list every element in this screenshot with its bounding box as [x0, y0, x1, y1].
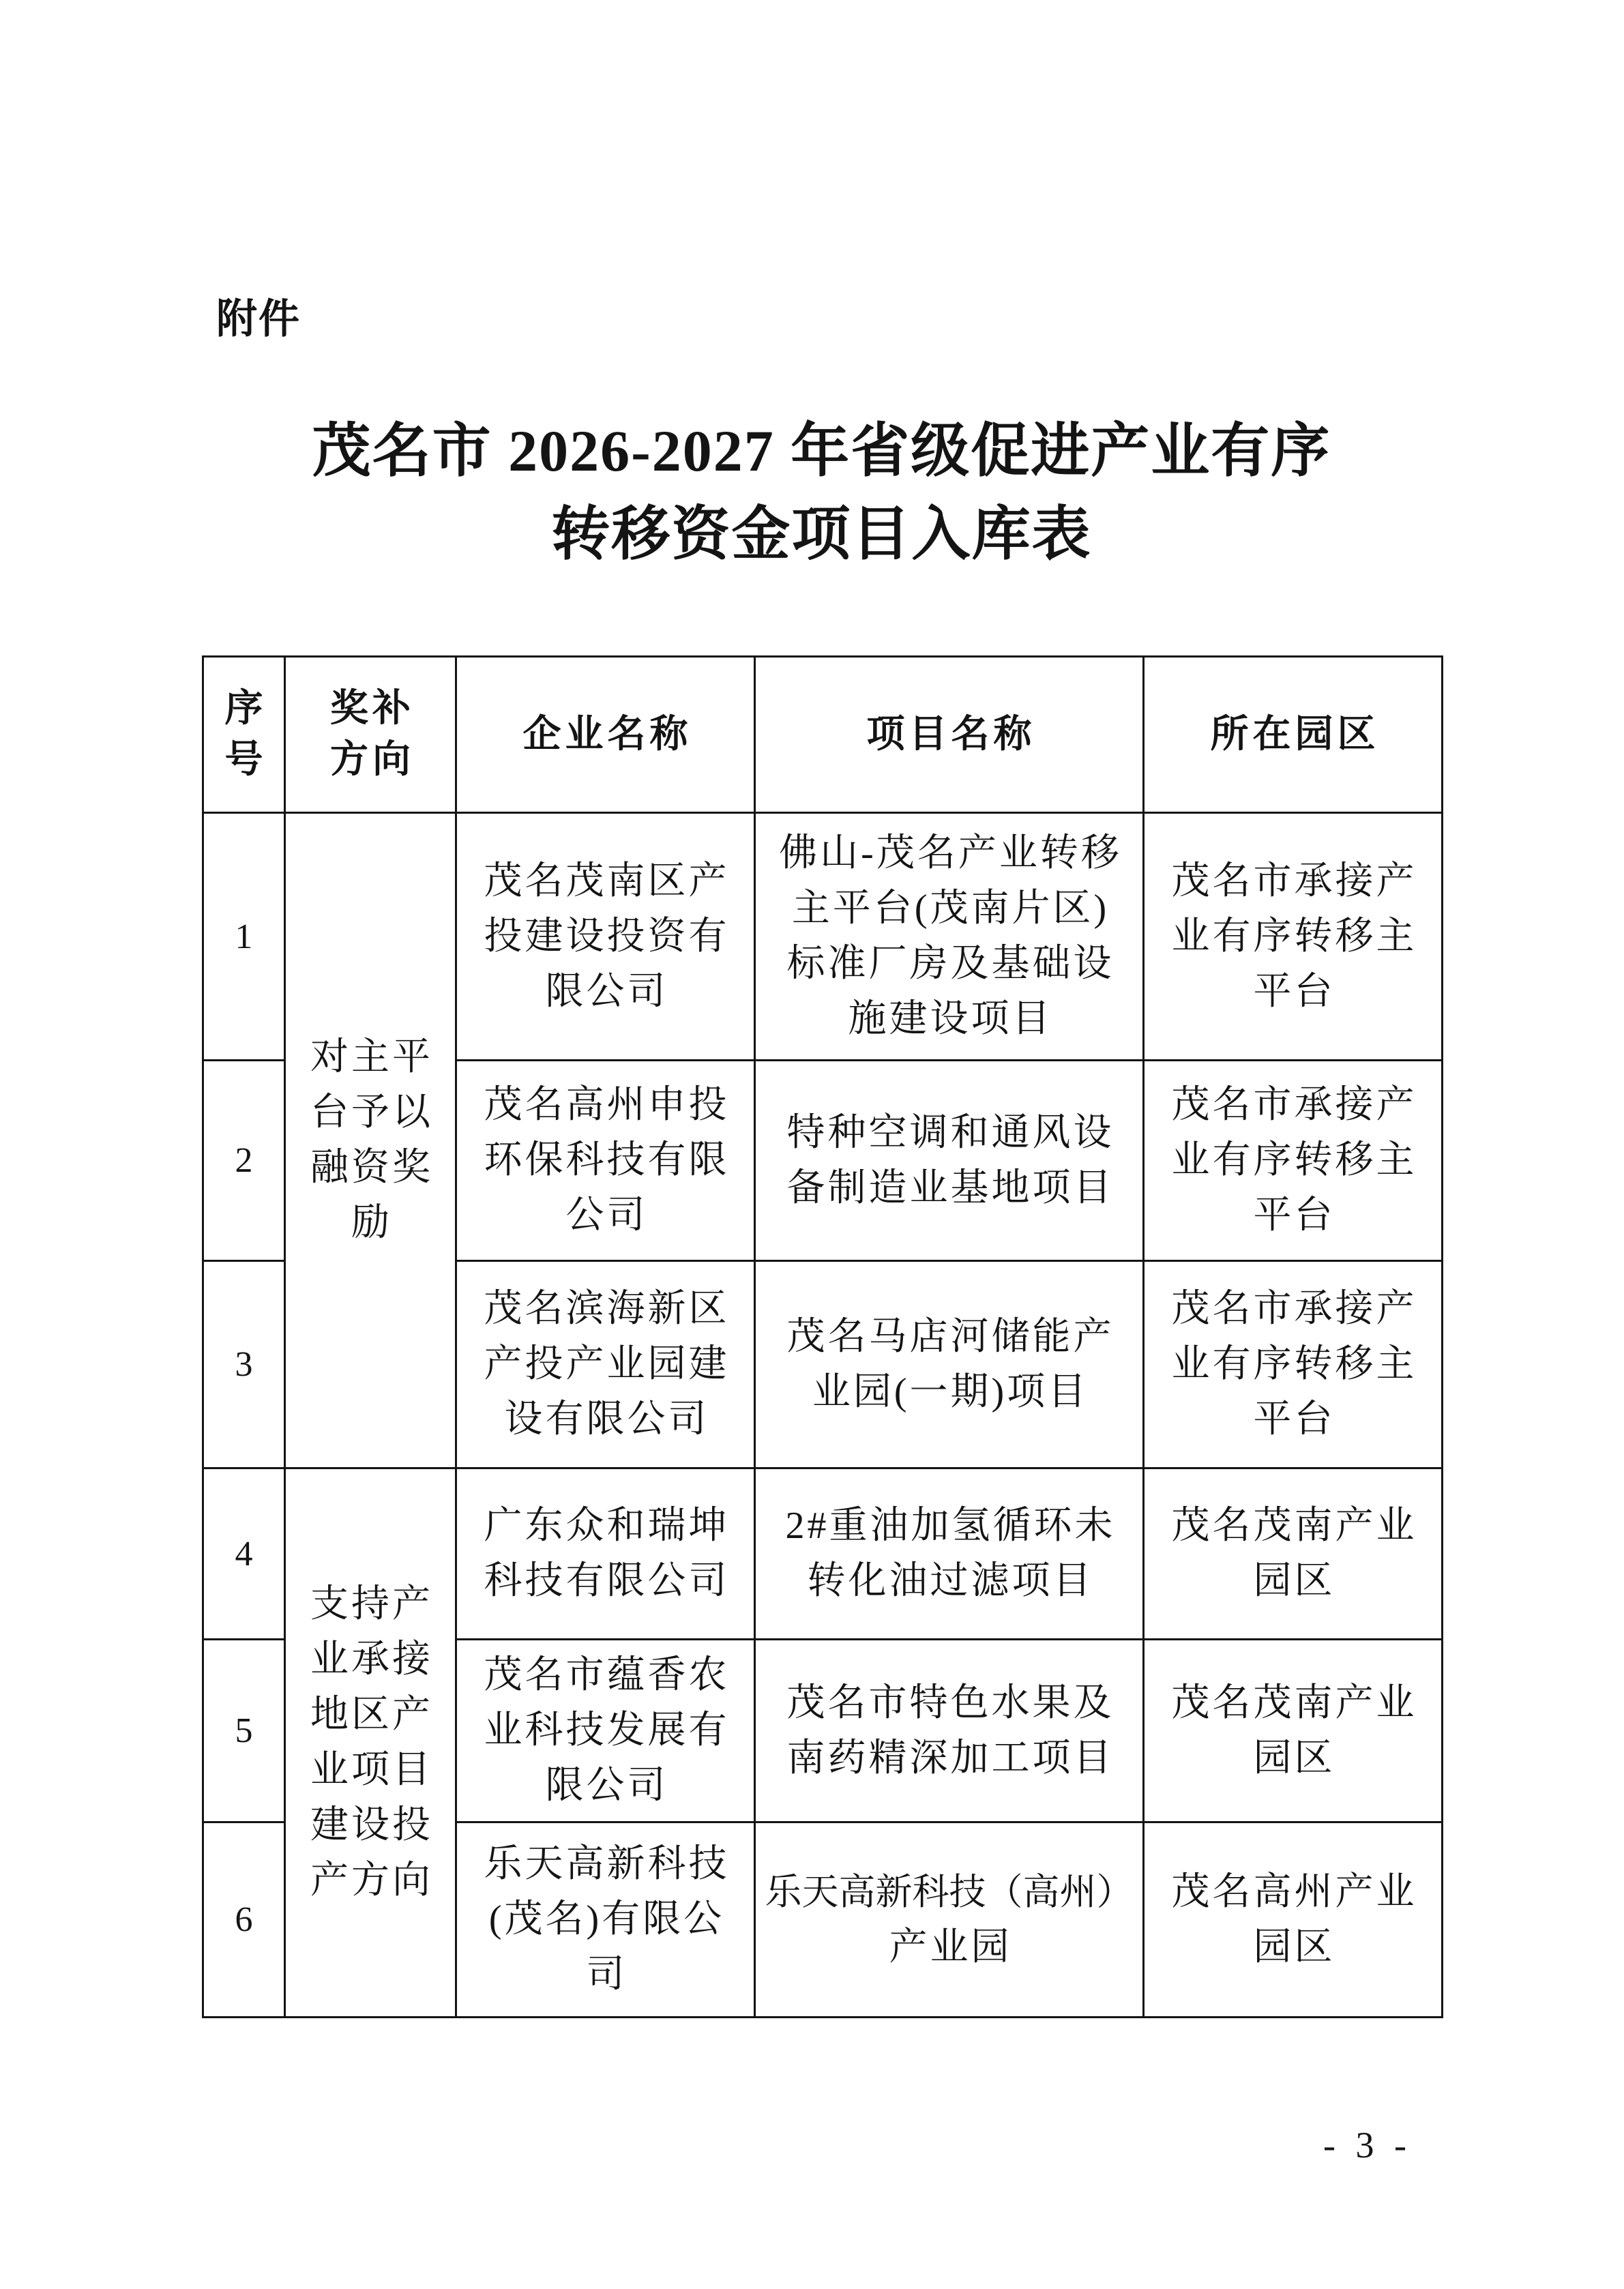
- project-cell: [754, 812, 1145, 1061]
- project-cell: [754, 1638, 1145, 1823]
- company-name-line: 茂名高州申投: [484, 1084, 730, 1126]
- header-direction-line: 奖补: [330, 688, 415, 730]
- header-park-label: 所在园区: [1210, 713, 1380, 756]
- park-name-line: 平台: [1253, 1194, 1335, 1237]
- company-name-line: 广东众和瑞坤: [484, 1505, 730, 1547]
- direction-line: 对主平: [310, 1036, 433, 1078]
- header-direction: [284, 655, 457, 814]
- company-name-line: 司: [586, 1953, 628, 1996]
- park-cell: [1142, 1467, 1443, 1640]
- project-name-line: 乐天高新科技（高州）: [765, 1871, 1134, 1913]
- attachment-label: 附件: [216, 296, 301, 342]
- park-name-line: 平台: [1253, 970, 1335, 1013]
- direction-line: 产方向: [310, 1859, 433, 1902]
- seq-cell: [202, 1467, 286, 1640]
- company-name-line: 茂名市蕴香农: [484, 1654, 730, 1696]
- company-name-line: 公司: [565, 1194, 648, 1237]
- park-name-line: 茂名市承接产: [1171, 1084, 1417, 1126]
- header-project-label: 项目名称: [866, 713, 1036, 756]
- header-direction-line: 方向: [330, 739, 415, 781]
- seq-number: 1: [235, 917, 253, 956]
- seq-cell: [202, 1059, 286, 1262]
- header-company-label: 企业名称: [522, 713, 692, 756]
- direction-group-1: [284, 812, 457, 1469]
- company-name-line: 限公司: [545, 970, 668, 1013]
- direction-line: 融资奖: [310, 1147, 433, 1189]
- company-name-line: 乐天高新科技: [484, 1843, 730, 1885]
- header-project: [754, 655, 1145, 814]
- seq-cell: [202, 812, 286, 1061]
- header-park: [1142, 655, 1443, 814]
- company-cell: [455, 1260, 756, 1469]
- project-name-line: 业园(一期)项目: [812, 1370, 1089, 1413]
- park-cell: [1142, 812, 1443, 1061]
- company-cell: [455, 1059, 756, 1262]
- header-seq-line: 序: [224, 688, 267, 730]
- project-cell: [754, 1260, 1145, 1469]
- project-table: [202, 655, 1443, 2018]
- direction-line: 支持产: [310, 1583, 433, 1625]
- company-name-line: 茂名茂南区产: [484, 859, 730, 902]
- header-seq-line: 号: [224, 739, 267, 781]
- park-name-line: 园区: [1253, 1737, 1335, 1779]
- company-name-line: 限公司: [545, 1764, 668, 1807]
- seq-number: 5: [235, 1711, 253, 1750]
- seq-cell: [202, 1260, 286, 1469]
- project-cell: [754, 1467, 1145, 1640]
- title-line-1: 茂名市 2026-2027 年省级促进产业有序: [312, 418, 1331, 484]
- park-name-line: 业有序转移主: [1171, 915, 1417, 958]
- direction-line: 建设投: [310, 1804, 433, 1846]
- seq-number: 6: [235, 1900, 253, 1939]
- direction-line: 业项目: [310, 1749, 433, 1791]
- park-cell: [1142, 1821, 1443, 2018]
- direction-line: 地区产: [310, 1694, 433, 1736]
- company-name-line: 业科技发展有: [484, 1709, 730, 1752]
- park-name-line: 茂名高州产业: [1171, 1870, 1417, 1913]
- project-name-line: 主平台(茂南片区): [791, 887, 1110, 930]
- title-line-2: 转移资金项目入库表: [551, 501, 1092, 567]
- project-name-line: 产业园: [889, 1925, 1012, 1968]
- direction-line: 励: [351, 1202, 392, 1244]
- seq-cell: [202, 1821, 286, 2018]
- park-name-line: 业有序转移主: [1171, 1139, 1417, 1181]
- direction-group-2: [284, 1467, 457, 2018]
- park-name-line: 业有序转移主: [1171, 1343, 1417, 1385]
- park-name-line: 茂名市承接产: [1171, 1288, 1417, 1330]
- park-name-line: 茂名茂南产业: [1171, 1505, 1417, 1547]
- park-cell: [1142, 1638, 1443, 1823]
- project-name-line: 备制造业基地项目: [786, 1166, 1114, 1209]
- direction-line: 台予以: [310, 1091, 433, 1134]
- company-name-line: 产投产业园建: [484, 1343, 730, 1385]
- header-company: [455, 655, 756, 814]
- document-title: [202, 409, 1441, 576]
- company-cell: [455, 1467, 756, 1640]
- seq-number: 4: [235, 1534, 253, 1574]
- project-cell: [754, 1821, 1145, 2018]
- park-cell: [1142, 1260, 1443, 1469]
- project-name-line: 茂名市特色水果及: [786, 1681, 1114, 1724]
- project-name-line: 特种空调和通风设: [786, 1111, 1114, 1154]
- project-name-line: 茂名马店河储能产: [786, 1315, 1114, 1358]
- page-number: - 3 -: [1323, 2125, 1412, 2166]
- company-name-line: 投建设投资有: [484, 915, 730, 958]
- project-name-line: 施建设项目: [848, 998, 1053, 1040]
- company-cell: [455, 812, 756, 1061]
- company-name-line: 茂名滨海新区: [484, 1288, 730, 1330]
- header-seq: [202, 655, 286, 814]
- park-name-line: 平台: [1253, 1398, 1335, 1441]
- park-name-line: 园区: [1253, 1925, 1335, 1968]
- project-cell: [754, 1059, 1145, 1262]
- seq-cell: [202, 1638, 286, 1823]
- project-name-line: 南药精深加工项目: [786, 1737, 1114, 1779]
- project-name-line: 2#重油加氢循环未: [785, 1505, 1116, 1547]
- seq-number: 2: [235, 1141, 253, 1180]
- company-cell: [455, 1638, 756, 1823]
- direction-line: 业承接: [310, 1638, 433, 1681]
- park-name-line: 茂名茂南产业: [1171, 1681, 1417, 1724]
- company-cell: [455, 1821, 756, 2018]
- company-name-line: 科技有限公司: [484, 1560, 730, 1602]
- project-name-line: 佛山-茂名产业转移: [779, 832, 1122, 874]
- project-name-line: 标准厂房及基础设: [786, 943, 1114, 985]
- company-name-line: (茂名)有限公: [488, 1898, 725, 1940]
- park-name-line: 茂名市承接产: [1171, 859, 1417, 902]
- company-name-line: 设有限公司: [504, 1398, 709, 1441]
- park-name-line: 园区: [1253, 1560, 1335, 1602]
- company-name-line: 环保科技有限: [484, 1139, 730, 1181]
- park-cell: [1142, 1059, 1443, 1262]
- seq-number: 3: [235, 1345, 253, 1384]
- project-name-line: 转化油过滤项目: [807, 1560, 1094, 1602]
